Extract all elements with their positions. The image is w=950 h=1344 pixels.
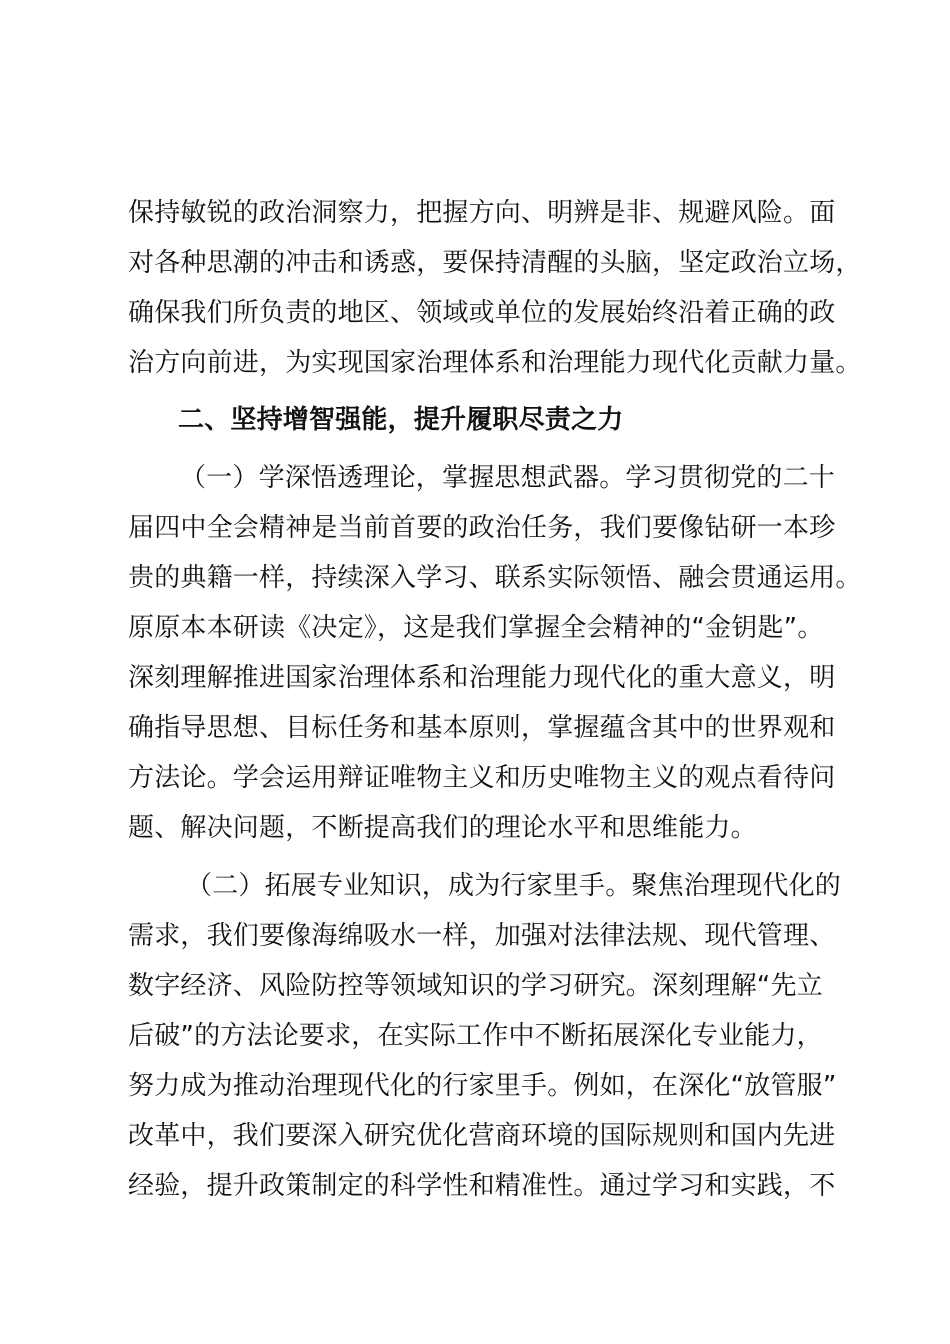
paragraph-line: 题、解决问题，不断提高我们的理论水平和思维能力。	[128, 813, 757, 843]
paragraph-line: 数字经济、风险防控等领域知识的学习研究。深刻理解“先立	[128, 971, 823, 1001]
paragraph-line: 贵的典籍一样，持续深入学习、联系实际领悟、融会贯通运用。	[128, 563, 862, 593]
paragraph-line: 需求，我们要像海绵吸水一样，加强对法律法规、现代管理、	[128, 921, 836, 951]
paragraph-line: 经验，提升政策制定的科学性和精准性。通过学习和实践，不	[128, 1171, 836, 1201]
paragraph-line: 对各种思潮的冲击和诱惑，要保持清醒的头脑，坚定政治立场，	[128, 248, 862, 278]
paragraph-line: 届四中全会精神是当前首要的政治任务，我们要像钻研一本珍	[128, 513, 836, 543]
paragraph-line: 方法论。学会运用辩证唯物主义和历史唯物主义的观点看待问	[128, 763, 836, 793]
paragraph-line: 保持敏锐的政治洞察力，把握方向、明辨是非、规避风险。面	[128, 198, 836, 228]
paragraph-line: 确指导思想、目标任务和基本原则，掌握蕴含其中的世界观和	[128, 713, 836, 743]
paragraph-line: 深刻理解推进国家治理体系和治理能力现代化的重大意义，明	[128, 663, 836, 693]
paragraph-line: 努力成为推动治理现代化的行家里手。例如，在深化“放管服”	[128, 1071, 837, 1101]
paragraph-line: 确保我们所负责的地区、领域或单位的发展始终沿着正确的政	[128, 298, 836, 328]
paragraph-line: 改革中，我们要深入研究优化营商环境的国际规则和国内先进	[128, 1121, 836, 1151]
paragraph-line: 原原本本研读《决定》，这是我们掌握全会精神的“金钥匙”。	[128, 613, 824, 643]
paragraph-line: （二）拓展专业知识，成为行家里手。聚焦治理现代化的	[186, 871, 842, 901]
paragraph-line: 后破”的方法论要求，在实际工作中不断拓展深化专业能力，	[128, 1021, 823, 1051]
paragraph-line: 治方向前进，为实现国家治理体系和治理能力现代化贡献力量。	[128, 348, 862, 378]
section-heading: 二、坚持增智强能，提升履职尽责之力	[178, 405, 624, 435]
paragraph-line: （一）学深悟透理论，掌握思想武器。学习贯彻党的二十	[180, 463, 836, 493]
